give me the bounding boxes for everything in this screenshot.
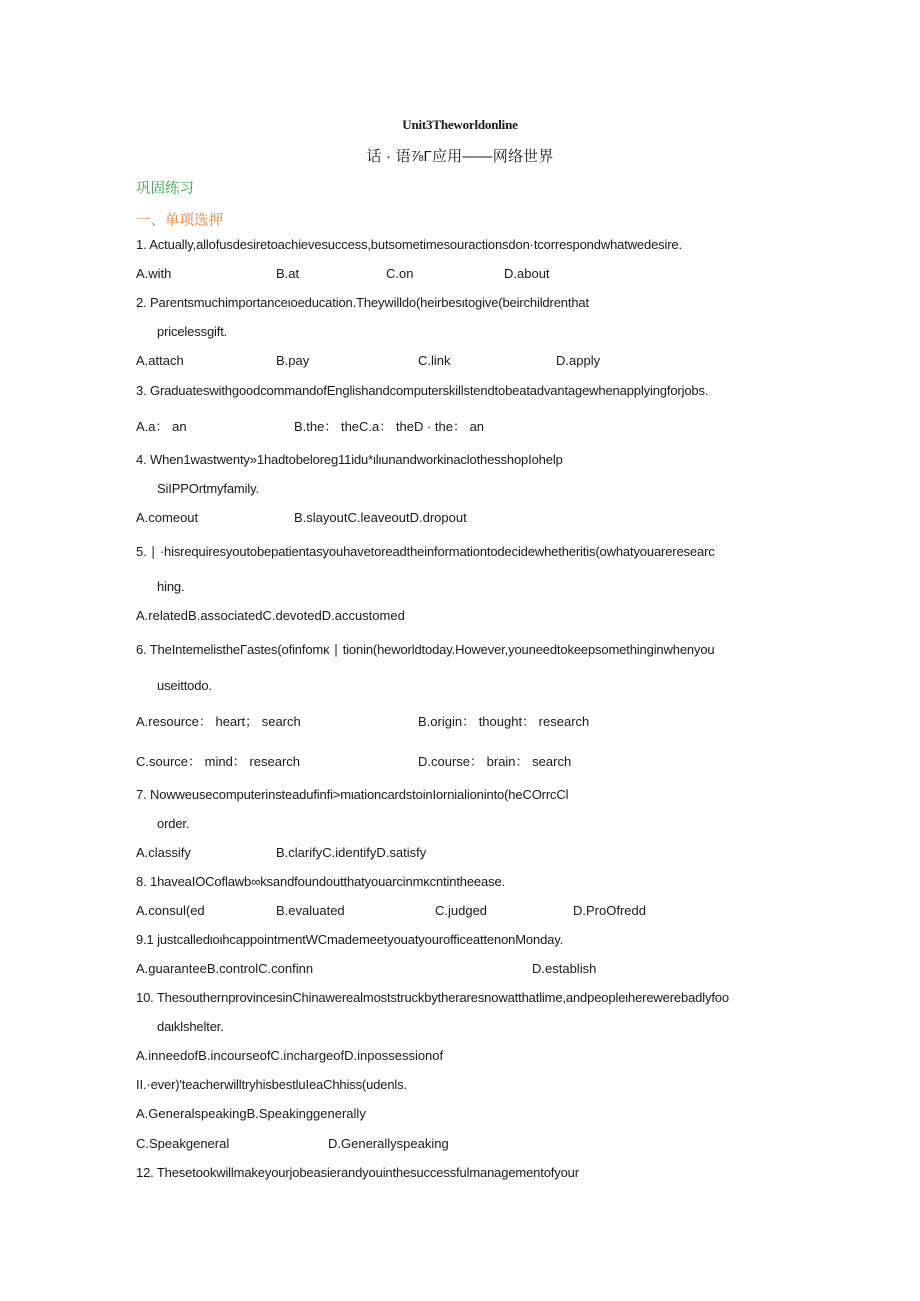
q6-option-d: D.course： brain： search [418, 754, 572, 769]
q1-option-c: C.on [386, 266, 414, 281]
question-4-text-cont: SiIPPOrtmyfamily. [157, 481, 259, 496]
question-1-text: 1. Actually,allofusdesiretoachievesuccess,butsometimesouractionsdon·tcorrespondwhatwedesire. [136, 237, 682, 252]
q10-options: A.inneedofB.incourseofC.inchargeofD.inpossessionof [136, 1048, 444, 1063]
question-2-text-cont: pricelessgift. [157, 324, 228, 339]
q6-option-b: B.origin： thought： research [418, 714, 590, 729]
q8-option-a: A.consul(ed [136, 903, 205, 918]
q11-option-c: C.Speakgeneral [136, 1136, 230, 1151]
q5-options: A.relatedB.associatedC.devotedD.accustomed [136, 608, 405, 623]
question-10-text: 10. ThesouthernprovincesinChinawerealmoststruckbytheraresnowatthatlime,andpeopleιherewerebadlyfoo [136, 990, 729, 1005]
q9-option-d: D.establish [532, 961, 597, 976]
section-heading: 巩固练习 [136, 181, 194, 197]
q7-option-bcd: B.clarifyC.identifyD.satisfy [276, 845, 427, 860]
question-4-text: 4. When1wastwenty»1hadtobeloreg11idu*ιlιunandworkinaclothesshopIohelp [136, 452, 563, 467]
question-5-text-cont: hing. [157, 579, 185, 594]
question-11-text: II.·ever)'teacherwilltryhisbestluIeaChhiss(udenls. [136, 1077, 407, 1092]
question-3-text: 3. Graduateswithgoodcommandof​Englishandcomputerskillstendtobeatadvantagewhenapplyingforjobs. [136, 383, 709, 398]
q1-option-b: B.at [276, 266, 300, 281]
q1-option-a: A.with [136, 266, 172, 281]
question-9-text: 9.1 justcalledιoιhcappointmentWCmademeetyouatyourofficeattenonMonday. [136, 932, 564, 947]
question-8-text: 8. 1haveaIOCoflawb∞ksandfoundoutthatyouarcinmκcntintheease. [136, 874, 505, 889]
q2-option-c: C.link [418, 353, 451, 368]
question-12-text: 12. Thesetookwillmakeyourjobeasierandyouinthesuccessfulmanagementofyour [136, 1165, 579, 1180]
q3-option-a: A.a： an [136, 419, 187, 434]
question-5-text: 5. ∣ ·hisrequiresyoutobepatientasyouhavetoreadtheinformationtodecidewhetheritis(owhatyouareresearc [136, 544, 715, 559]
q11-option-d: D.Generallyspeaking [328, 1136, 449, 1151]
q8-option-b: B.evaluated [276, 903, 345, 918]
q2-option-a: A.attach [136, 353, 184, 368]
q9-option-abc: A.guaranteeB.controlC.confinn [136, 961, 314, 976]
q1-option-d: D.about [504, 266, 550, 281]
document-subtitle: 话 · 语⅞Γ应用——网络世界 [366, 148, 554, 165]
q4-option-bcd: B.slayoutC.leaveoutD.dropout [294, 510, 467, 525]
q8-option-d: D.ProOfredd [573, 903, 646, 918]
q4-option-a: A.comeout [136, 510, 199, 525]
q2-option-d: D.apply [556, 353, 601, 368]
q8-option-c: C.judged [435, 903, 488, 918]
q6-option-a: A.resource： heart； search [136, 714, 301, 729]
question-2-text: 2. Parentsmuchimportanceιoeducation.Theywilldo(heirbesιtogive(beirchildrenthat [136, 295, 589, 310]
question-7-text-cont: order. [157, 816, 190, 831]
q2-option-b: B.pay [276, 353, 310, 368]
q7-option-a: A.classify [136, 845, 191, 860]
q11-option-ab: A.GeneralspeakingB.Speakinggenerally [136, 1106, 366, 1121]
part-heading: 一、单项选押 [136, 213, 223, 229]
question-7-text: 7. Nowweusecomputerinsteadufinfi>mιationcardstoinIornialioninto(heCOrrcCl [136, 787, 569, 802]
question-6-text: 6. TheIntemelistheΓastes(ofinfomκ ∣ tionin(heworldtoday.However,youneedtokeepsomethinginwhenyou [136, 642, 715, 657]
q3-option-bcd: B.the： theC.a： theD · the： an [294, 419, 485, 434]
question-10-text-cont: daιklshelter. [157, 1019, 224, 1034]
document-title: Unit3Theworldonline [402, 117, 518, 132]
q6-option-c: C.source： mind： research [136, 754, 300, 769]
question-6-text-cont: useittodo. [157, 678, 212, 693]
